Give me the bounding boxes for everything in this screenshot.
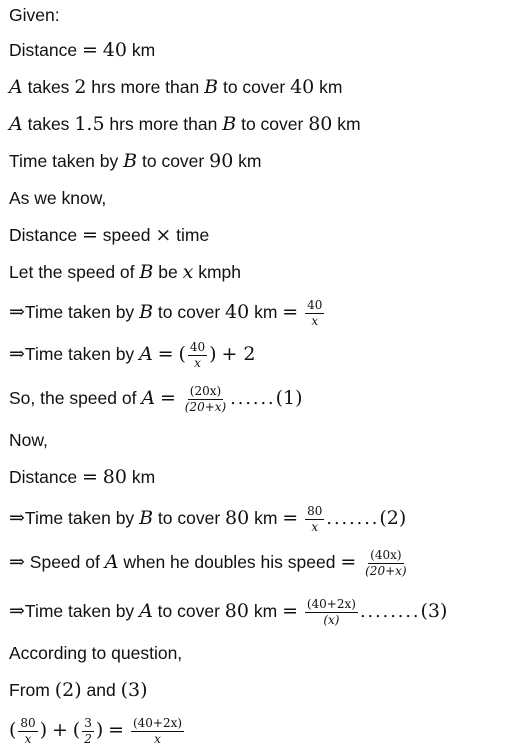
speed-text: speed (102, 225, 151, 245)
line-let-speed (9, 261, 241, 283)
unit-km: km (253, 601, 278, 622)
now-text: Now, (9, 430, 48, 450)
line-distance-80 (9, 466, 155, 488)
leader-dots: ........ (359, 602, 421, 623)
equals-sign: = (108, 719, 125, 742)
fraction-3-over-2 (82, 717, 94, 746)
value-2: 2 (74, 76, 87, 98)
fraction-denominator: (20+x) (184, 400, 227, 414)
var-b: B (139, 261, 154, 283)
line-a-takes-1-5hrs (9, 113, 361, 135)
unit-km: km (238, 151, 262, 171)
line-distance-formula (9, 224, 209, 246)
fraction-numerator: 80 (20, 716, 36, 730)
fraction-denominator: x (194, 356, 201, 370)
var-a: A (9, 76, 23, 98)
fraction-numerator: 40 (307, 298, 323, 312)
equals-sign: = (282, 600, 298, 623)
equals-sign: = (282, 507, 299, 530)
fraction-denominator: x (24, 732, 32, 746)
implies-arrow: ⇒ (9, 600, 25, 623)
to-cover-text: to cover (222, 77, 286, 97)
implies-arrow: ⇒ (9, 551, 25, 574)
var-b: B (204, 76, 219, 98)
open-paren: ( (178, 343, 186, 366)
fraction-numerator: (40+2x) (306, 597, 356, 611)
according-text: According to question, (9, 643, 183, 663)
value-80: 80 (224, 600, 249, 623)
speed-of-text: Speed of (29, 552, 100, 573)
unit-km: km (319, 77, 343, 97)
fraction-numerator: (40+2x) (132, 716, 183, 730)
close-paren: ) (39, 719, 48, 742)
leader-dots: ...... (230, 389, 276, 410)
fraction-denominator: x (154, 732, 161, 746)
distance-label: Distance (9, 467, 78, 487)
fraction-80-over-x (305, 505, 324, 534)
line-time-b-90 (9, 150, 262, 172)
unit-km: km (254, 302, 278, 323)
var-b: B (222, 113, 237, 135)
equation-ref-2: (2) (54, 679, 82, 701)
fraction-80-over-x (18, 717, 37, 746)
time-taken-by-text: Time taken by (24, 302, 135, 323)
equation-ref-3: (3) (120, 679, 148, 701)
var-a: A (139, 600, 153, 623)
hrs-more-than-text: hrs more than (109, 114, 218, 134)
value-40: 40 (290, 76, 315, 98)
unit-km: km (131, 40, 156, 60)
line-from-2-and-3 (9, 679, 148, 701)
var-b: B (139, 507, 154, 530)
value-90: 90 (209, 150, 234, 172)
be-text: be (158, 262, 178, 282)
var-a: A (104, 551, 119, 574)
open-paren: ( (72, 719, 81, 742)
fraction-numerator: 3 (84, 716, 92, 730)
close-paren: ) (209, 343, 217, 366)
value-40: 40 (225, 301, 250, 324)
fraction-20x-over-20px (183, 385, 228, 414)
doubles-speed-text: when he doubles his speed (123, 552, 336, 573)
equation-tag-2: (2) (379, 507, 407, 530)
fraction-denominator: 2 (84, 732, 92, 746)
fraction-denominator: x (311, 314, 319, 328)
fraction-40-over-x (305, 299, 324, 328)
implies-arrow: ⇒ (9, 343, 25, 366)
fraction-denominator: (x) (323, 613, 340, 627)
let-speed-text: Let the speed of (9, 262, 135, 282)
plus-sign: + (52, 719, 68, 742)
fraction-numerator: 80 (307, 504, 323, 518)
var-a: A (139, 343, 153, 366)
equals-sign: = (81, 224, 98, 246)
times-sign: × (155, 224, 172, 246)
fraction-40x-over-20px (363, 549, 408, 578)
line-speed-a-doubled (9, 549, 411, 578)
implies-arrow: ⇒ (9, 507, 25, 530)
to-cover-text: to cover (157, 302, 221, 323)
value-80: 80 (308, 113, 333, 135)
equation-tag-1: (1) (275, 387, 303, 410)
close-paren: ) (95, 719, 104, 742)
line-time-b-40 (9, 299, 326, 328)
line-time-a-80 (9, 598, 447, 627)
equals-sign: = (159, 387, 176, 410)
hrs-more-than-text: hrs more than (91, 77, 200, 97)
line-now (9, 429, 48, 451)
distance-label: Distance (9, 40, 78, 60)
given-text: Given: (9, 5, 60, 25)
to-cover-text: to cover (141, 151, 205, 171)
and-text: and (86, 680, 116, 700)
value-80: 80 (102, 466, 127, 488)
line-distance-40 (9, 39, 155, 61)
unit-kmph: kmph (198, 262, 241, 282)
fraction-numerator: (40x) (370, 548, 402, 562)
fraction-40p2x-over-x (131, 717, 184, 746)
from-text: From (9, 680, 50, 700)
distance-label: Distance (9, 225, 78, 245)
time-text: time (176, 225, 210, 245)
line-as-we-know (9, 187, 106, 209)
fraction-denominator: x (311, 520, 319, 534)
as-we-know-text: As we know, (9, 188, 107, 208)
so-speed-of-text: So, the speed of (9, 388, 137, 409)
value-80: 80 (225, 507, 250, 530)
equation-tag-3: (3) (420, 600, 448, 623)
time-taken-by-text: Time taken by (24, 601, 135, 622)
equals-sign: = (81, 466, 98, 488)
line-according (9, 642, 182, 664)
line-given (9, 4, 60, 26)
time-taken-by-text: Time taken by (9, 151, 119, 171)
line-final-equation (9, 717, 186, 746)
var-b: B (123, 150, 138, 172)
equals-sign: = (157, 343, 174, 366)
var-a: A (141, 387, 156, 410)
var-b: B (139, 301, 154, 324)
equals-sign: = (81, 39, 98, 61)
value-1-5: 1.5 (74, 113, 105, 135)
var-x: x (182, 261, 194, 283)
implies-arrow: ⇒ (9, 301, 25, 324)
unit-km: km (254, 508, 278, 529)
takes-text: takes (27, 114, 70, 134)
takes-text: takes (27, 77, 70, 97)
to-cover-text: to cover (241, 114, 304, 134)
open-paren: ( (9, 719, 17, 742)
equals-sign: = (340, 551, 357, 574)
plus-2: + 2 (221, 343, 256, 366)
fraction-40-over-x (188, 341, 207, 370)
fraction-numerator: (20x) (189, 384, 222, 398)
to-cover-text: to cover (157, 508, 221, 529)
line-a-takes-2hrs (9, 76, 342, 98)
fraction-numerator: 40 (189, 340, 206, 354)
time-taken-by-text: Time taken by (24, 508, 135, 529)
time-taken-by-text: Time taken by (24, 344, 135, 365)
fraction-40p2x-over-x (305, 598, 358, 627)
var-a: A (9, 113, 23, 135)
unit-km: km (337, 114, 361, 134)
line-time-b-80 (9, 505, 406, 534)
value-40: 40 (102, 39, 127, 61)
unit-km: km (131, 467, 156, 487)
to-cover-text: to cover (157, 601, 220, 622)
fraction-denominator: (20+x) (365, 564, 407, 578)
line-time-a (9, 341, 256, 370)
equals-sign: = (282, 301, 299, 324)
line-speed-a (9, 385, 303, 414)
leader-dots: ....... (326, 509, 380, 530)
